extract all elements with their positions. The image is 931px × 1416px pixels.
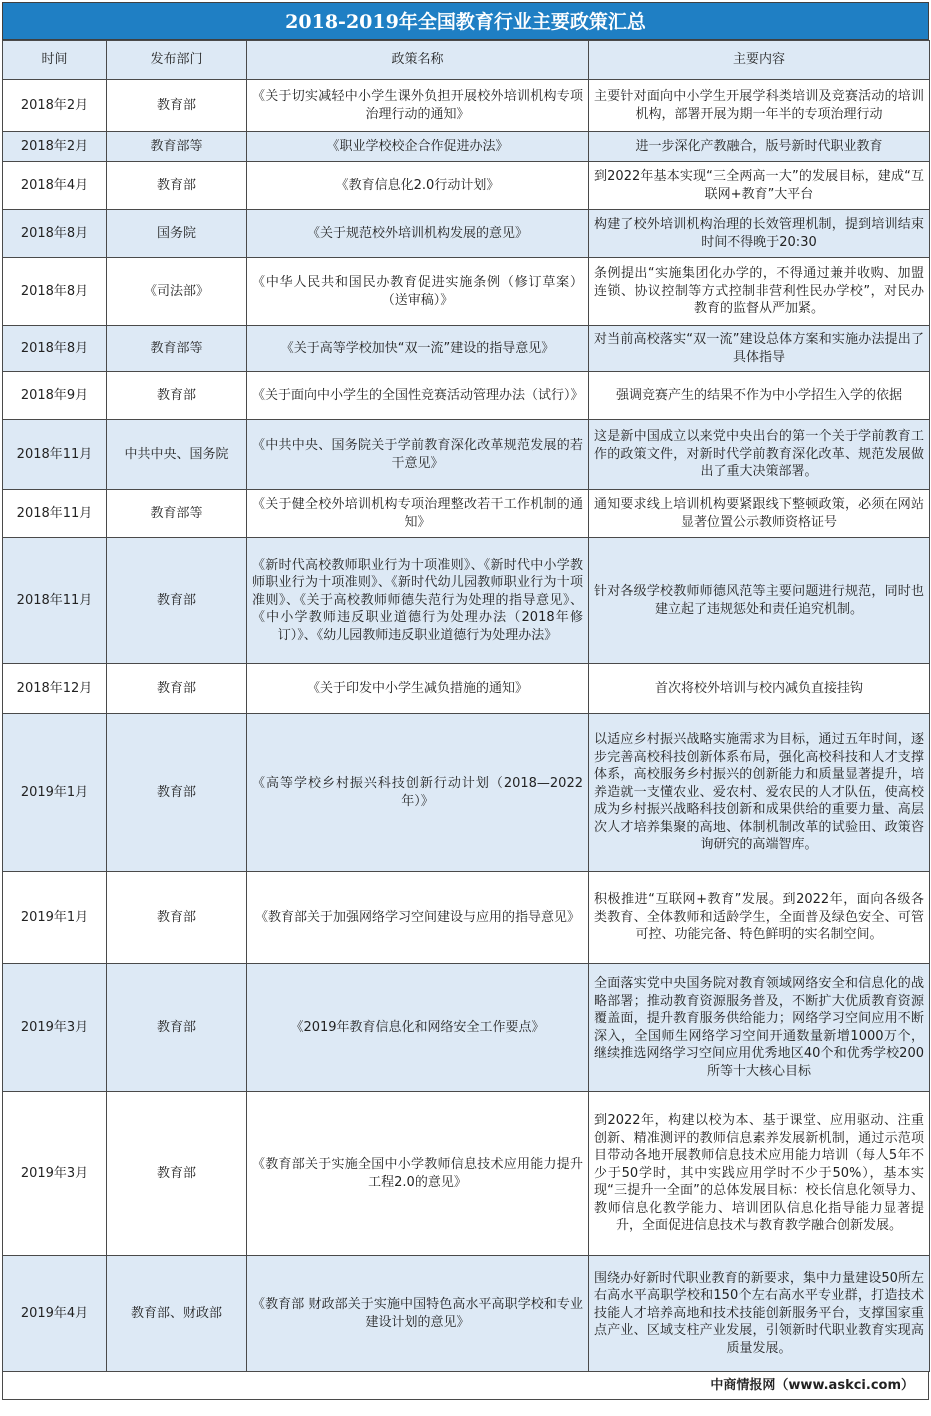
- cell-dept: 教育部: [107, 372, 247, 420]
- cell-time: 2018年11月: [3, 538, 107, 664]
- cell-content: 条例提出“实施集团化办学的，不得通过兼并收购、加盟连锁、协议控制等方式控制非营利性民办学校”，对民办教育的监督从严加紧。: [589, 258, 930, 326]
- table-row: [3, 1256, 930, 1372]
- cell-dept: 教育部、财政部: [107, 1256, 247, 1372]
- header-dept: 发布部门: [107, 41, 247, 80]
- cell-time: 2018年8月: [3, 326, 107, 372]
- cell-dept: 《司法部》: [107, 258, 247, 326]
- cell-time: 2018年12月: [3, 664, 107, 714]
- cell-time: 2019年1月: [3, 872, 107, 964]
- cell-policy-name: 《2019年教育信息化和网络安全工作要点》: [247, 964, 589, 1092]
- cell-dept: 国务院: [107, 210, 247, 258]
- cell-content: 主要针对面向中小学生开展学科类培训及竞赛活动的培训机构，部署开展为期一年半的专项治理行动: [589, 80, 930, 132]
- cell-policy-name: 《教育部关于实施全国中小学教师信息技术应用能力提升工程2.0的意见》: [247, 1092, 589, 1256]
- policy-table: [2, 40, 930, 1372]
- cell-time: 2018年2月: [3, 132, 107, 162]
- cell-policy-name: 《教育部关于加强网络学习空间建设与应用的指导意见》: [247, 872, 589, 964]
- cell-dept: 教育部等: [107, 326, 247, 372]
- cell-time: 2018年2月: [3, 80, 107, 132]
- cell-policy-name: 《关于健全校外培训机构专项治理整改若干工作机制的通知》: [247, 490, 589, 538]
- table-row: [3, 132, 930, 162]
- table-title: 2018-2019年全国教育行业主要政策汇总: [2, 2, 929, 40]
- table-row: [3, 420, 930, 490]
- cell-time: 2019年1月: [3, 714, 107, 872]
- cell-policy-name: 《中华人民共和国民办教育促进实施条例（修订草案）（送审稿）》: [247, 258, 589, 326]
- cell-content: 对当前高校落实“双一流”建设总体方案和实施办法提出了具体指导: [589, 326, 930, 372]
- cell-dept: 教育部: [107, 872, 247, 964]
- cell-time: 2018年4月: [3, 162, 107, 210]
- cell-dept: 教育部: [107, 80, 247, 132]
- table-row: [3, 326, 930, 372]
- cell-content: 到2022年，构建以校为本、基于课堂、应用驱动、注重创新、精准测评的教师信息素养发展新机制，通过示范项目带动各地开展教师信息技术应用能力培训（每人5年不少于50学时，其中实践应用学时不少于50%），基本实现“三提升一全面”的总体发展目标：校长信息化领导力、教师信息化教学能力、培训团队信息化指导能力显著提升，全面促进信息技术与教育教学融合创新发展。: [589, 1092, 930, 1256]
- table-row: [3, 664, 930, 714]
- cell-time: 2019年4月: [3, 1256, 107, 1372]
- cell-dept: 教育部: [107, 714, 247, 872]
- header-content: 主要内容: [589, 41, 930, 80]
- policy-table-figure: [2, 2, 929, 1414]
- cell-policy-name: 《教育信息化2.0行动计划》: [247, 162, 589, 210]
- cell-time: 2019年3月: [3, 964, 107, 1092]
- cell-content: 围绕办好新时代职业教育的新要求，集中力量建设50所左右高水平高职学校和150个左右高水平专业群，打造技术技能人才培养高地和技术技能创新服务平台，支撑国家重点产业、区域支柱产业发展，引领新时代职业教育实现高质量发展。: [589, 1256, 930, 1372]
- cell-dept: 教育部: [107, 964, 247, 1092]
- cell-content: 到2022年基本实现“三全两高一大”的发展目标，建成“互联网+教育”大平台: [589, 162, 930, 210]
- table-row: [3, 490, 930, 538]
- header-time: 时间: [3, 41, 107, 80]
- cell-dept: 教育部: [107, 162, 247, 210]
- table-row: [3, 162, 930, 210]
- cell-policy-name: 《教育部 财政部关于实施中国特色高水平高职学校和专业建设计划的意见》: [247, 1256, 589, 1372]
- table-row: [3, 1092, 930, 1256]
- cell-policy-name: 《新时代高校教师职业行为十项准则》、《新时代中小学教师职业行为十项准则》、《新时代幼儿园教师职业行为十项准则》、《关于高校教师师德失范行为处理的指导意见》、《中小学教师违反职业道德行为处理办法（2018年修订）》、《幼儿园教师违反职业道德行为处理办法》: [247, 538, 589, 664]
- cell-content: 这是新中国成立以来党中央出台的第一个关于学前教育工作的政策文件，对新时代学前教育深化改革、规范发展做出了重大决策部署。: [589, 420, 930, 490]
- cell-content: 进一步深化产教融合，版号新时代职业教育: [589, 132, 930, 162]
- cell-content: 构建了校外培训机构治理的长效管理机制，提到培训结束时间不得晚于20:30: [589, 210, 930, 258]
- cell-time: 2018年8月: [3, 258, 107, 326]
- cell-policy-name: 《关于面向中小学生的全国性竞赛活动管理办法（试行）》: [247, 372, 589, 420]
- cell-content: 强调竞赛产生的结果不作为中小学招生入学的依据: [589, 372, 930, 420]
- table-row: [3, 210, 930, 258]
- cell-policy-name: 《关于高等学校加快“双一流”建设的指导意见》: [247, 326, 589, 372]
- table-row: [3, 258, 930, 326]
- cell-content: 积极推进“互联网+教育”发展。到2022年，面向各级各类教育、全体教师和适龄学生，全面普及绿色安全、可管可控、功能完备、特色鲜明的实名制空间。: [589, 872, 930, 964]
- cell-content: 通知要求线上培训机构要紧跟线下整顿政策，必须在网站显著位置公示教师资格证号: [589, 490, 930, 538]
- cell-time: 2018年8月: [3, 210, 107, 258]
- table-row: [3, 714, 930, 872]
- header-policy-name: 政策名称: [247, 41, 589, 80]
- cell-policy-name: 《中共中央、国务院关于学前教育深化改革规范发展的若干意见》: [247, 420, 589, 490]
- cell-time: 2018年9月: [3, 372, 107, 420]
- cell-policy-name: 《关于切实减轻中小学生课外负担开展校外培训机构专项治理行动的通知》: [247, 80, 589, 132]
- source-footer: 中商情报网（www.askci.com）: [2, 1372, 929, 1400]
- cell-dept: 中共中央、国务院: [107, 420, 247, 490]
- cell-content: 全面落实党中央国务院对教育领域网络安全和信息化的战略部署；推动教育资源服务普及，不断扩大优质教育资源覆盖面，提升教育服务供给能力；网络学习空间应用不断深入，全国师生网络学习空间开通数量新增1000万个，继续推选网络学习空间应用优秀地区40个和优秀学校200所等十大核心目标: [589, 964, 930, 1092]
- cell-dept: 教育部: [107, 664, 247, 714]
- cell-policy-name: 《关于规范校外培训机构发展的意见》: [247, 210, 589, 258]
- cell-time: 2019年3月: [3, 1092, 107, 1256]
- cell-policy-name: 《高等学校乡村振兴科技创新行动计划（2018—2022年）》: [247, 714, 589, 872]
- header-row: [3, 41, 930, 80]
- table-body: [3, 80, 930, 1372]
- cell-time: 2018年11月: [3, 490, 107, 538]
- cell-dept: 教育部等: [107, 132, 247, 162]
- cell-dept: 教育部等: [107, 490, 247, 538]
- cell-content: 以适应乡村振兴战略实施需求为目标，通过五年时间，逐步完善高校科技创新体系布局，强化高校科技和人才支撑体系，高校服务乡村振兴的创新能力和质量显著提升，培养造就一支懂农业、爱农村、爱农民的人才队伍，使高校成为乡村振兴战略科技创新和成果供给的重要力量、高层次人才培养集聚的高地、体制机制改革的试验田、政策咨询研究的高端智库。: [589, 714, 930, 872]
- cell-policy-name: 《关于印发中小学生减负措施的通知》: [247, 664, 589, 714]
- table-row: [3, 372, 930, 420]
- table-row: [3, 964, 930, 1092]
- table-row: [3, 80, 930, 132]
- cell-content: 针对各级学校教师师德风范等主要问题进行规范，同时也建立起了违规惩处和责任追究机制。: [589, 538, 930, 664]
- cell-dept: 教育部: [107, 1092, 247, 1256]
- cell-dept: 教育部: [107, 538, 247, 664]
- table-row: [3, 872, 930, 964]
- table-row: [3, 538, 930, 664]
- cell-content: 首次将校外培训与校内减负直接挂钩: [589, 664, 930, 714]
- cell-policy-name: 《职业学校校企合作促进办法》: [247, 132, 589, 162]
- cell-time: 2018年11月: [3, 420, 107, 490]
